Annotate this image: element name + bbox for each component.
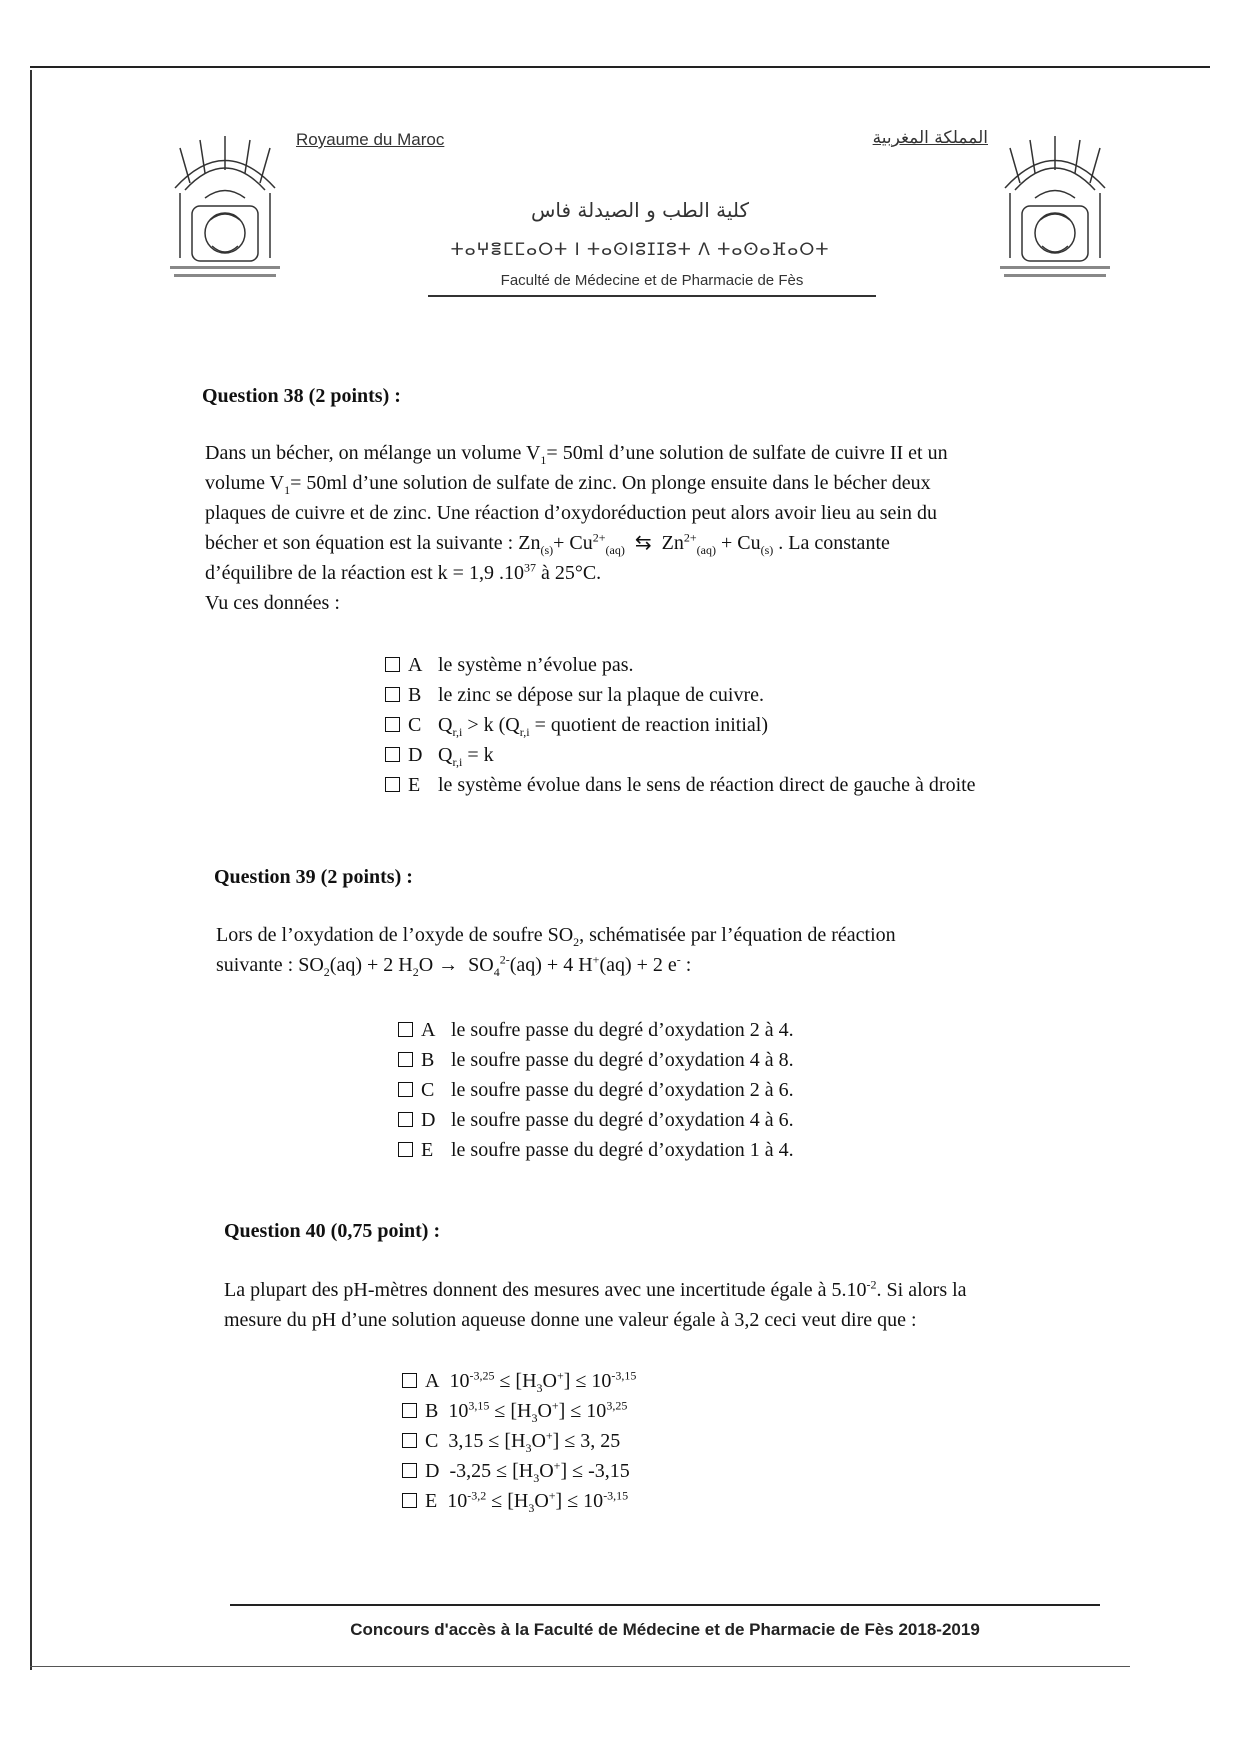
question-40-options bbox=[402, 1366, 636, 1516]
checkbox[interactable] bbox=[398, 1142, 413, 1157]
checkbox[interactable] bbox=[402, 1433, 417, 1448]
checkbox[interactable] bbox=[385, 657, 400, 672]
scan-border-bottom bbox=[30, 1666, 1130, 1667]
question-39-options bbox=[398, 1015, 794, 1165]
checkbox[interactable] bbox=[402, 1463, 417, 1478]
option-40-d[interactable]: D $-3,25 \le [H_3O^+] \le -3,15$ bbox=[402, 1456, 636, 1486]
kingdom-label-fr: Royaume du Maroc bbox=[296, 130, 445, 149]
option-39-e[interactable]: E le soufre passe du degré d’oxydation 1 à 4. bbox=[398, 1135, 794, 1165]
checkbox[interactable] bbox=[385, 717, 400, 732]
checkbox[interactable] bbox=[398, 1112, 413, 1127]
question-38-text: Dans un bécher, on mélange un volume $V_1= 50ml$ d’une solution de sulfate de cuivre II et un volume $V_1= 50ml$ d’une solution de sulfate de zinc. On plonge ensuite dans le bécher deux plaques de cuivre et de zinc. Une réaction d’oxydoréduction peut alors avoir lieu au sein du bécher et son équation est la suivante : $Zn_{(s)}+ Cu^{2+}_{(aq)}$ ⇆ $Zn^{2+}_{(aq)} + Cu_{(s)}$ . La constante d’équilibre de la réaction est k = 1,9 $.10^{37}$ à 25°C. Vu ces données : bbox=[205, 442, 948, 614]
header-divider bbox=[428, 295, 876, 297]
checkbox[interactable] bbox=[402, 1403, 417, 1418]
option-40-b[interactable]: B $10^{3,15} \le [H_3O^+] \le 10^{3,25}$ bbox=[402, 1396, 636, 1426]
question-38-options bbox=[385, 650, 976, 800]
option-38-b[interactable]: B le zinc se dépose sur la plaque de cuivre. bbox=[385, 680, 976, 710]
checkbox[interactable] bbox=[398, 1022, 413, 1037]
option-38-e[interactable]: E le système évolue dans le sens de réaction direct de gauche à droite bbox=[385, 770, 976, 800]
university-emblem-left bbox=[160, 128, 290, 293]
footer-text: Concours d'accès à la Faculté de Médecine et de Pharmacie de Fès 2018-2019 bbox=[350, 1620, 980, 1639]
question-39-title: Question 39 (2 points) : bbox=[214, 866, 413, 888]
option-38-a[interactable]: A le système n’évolue pas. bbox=[385, 650, 976, 680]
option-38-d[interactable]: D $Q_{r,i} = k$ bbox=[385, 740, 976, 770]
option-38-c[interactable]: C $Q_{r,i} > k$ ($Q_{r,i}$ = quotient de reaction initial) bbox=[385, 710, 976, 740]
reaction-arrow: → bbox=[438, 954, 459, 976]
option-39-b[interactable]: B le soufre passe du degré d’oxydation 4 à 8. bbox=[398, 1045, 794, 1075]
scan-border-top bbox=[30, 66, 1210, 68]
option-39-d[interactable]: D le soufre passe du degré d’oxydation 4 à 6. bbox=[398, 1105, 794, 1135]
question-40-title: Question 40 (0,75 point) : bbox=[224, 1220, 441, 1242]
checkbox[interactable] bbox=[385, 687, 400, 702]
option-39-c[interactable]: C le soufre passe du degré d’oxydation 2 à 6. bbox=[398, 1075, 794, 1105]
checkbox[interactable] bbox=[402, 1373, 417, 1388]
checkbox[interactable] bbox=[402, 1493, 417, 1508]
university-emblem-right bbox=[990, 128, 1120, 293]
footer-divider bbox=[230, 1604, 1100, 1606]
faculty-name-tifinagh: ⵜⴰⵖⴻⵎⵎⴰⵔⵜ ⵏ ⵜⴰⵙⵏⵓⵊⵊⵓⵜ ⴷ ⵜⴰⵙⴰⴼⴰⵔⵜ bbox=[450, 240, 830, 260]
option-40-a[interactable]: A $10^{-3,25} \le [H_3O^+] \le 10^{-3,15}$ bbox=[402, 1366, 636, 1396]
equilibrium-arrow: ⇆ bbox=[634, 532, 652, 554]
option-39-a[interactable]: A le soufre passe du degré d’oxydation 2 à 4. bbox=[398, 1015, 794, 1045]
checkbox[interactable] bbox=[398, 1082, 413, 1097]
checkbox[interactable] bbox=[398, 1052, 413, 1067]
checkbox[interactable] bbox=[385, 777, 400, 792]
option-40-c[interactable]: C $3,15 \le [H_3O^+] \le 3$, 25 bbox=[402, 1426, 636, 1456]
faculty-name-fr: Faculté de Médecine et de Pharmacie de Fès bbox=[500, 272, 804, 289]
faculty-name-ar: كلية الطب و الصيدلة فاس bbox=[530, 198, 750, 222]
question-40-text: La plupart des pH-mètres donnent des mesures avec une incertitude égale à $5.10^{-2}$. Si alors la mesure du pH d’une solution aqueuse donne une valeur égale à 3,2 ceci veut dire que : bbox=[224, 1277, 967, 1331]
question-38-title: Question 38 (2 points) : bbox=[202, 385, 401, 407]
checkbox[interactable] bbox=[385, 747, 400, 762]
scan-border-left bbox=[30, 70, 32, 1670]
question-39-text: Lors de l’oxydation de l’oxyde de soufre $SO_2$, schématisée par l’équation de réaction suivante : $SO_2(aq) + 2$ $H_2O \to SO_4^{2-}(aq) + 4$ H+(aq) + 2 e- : bbox=[216, 924, 896, 979]
kingdom-label-ar: المملكة المغربية bbox=[872, 128, 988, 148]
option-40-e[interactable]: E $10^{-3,2} \le [H_3O^+] \le 10^{-3,15}$ bbox=[402, 1486, 636, 1516]
